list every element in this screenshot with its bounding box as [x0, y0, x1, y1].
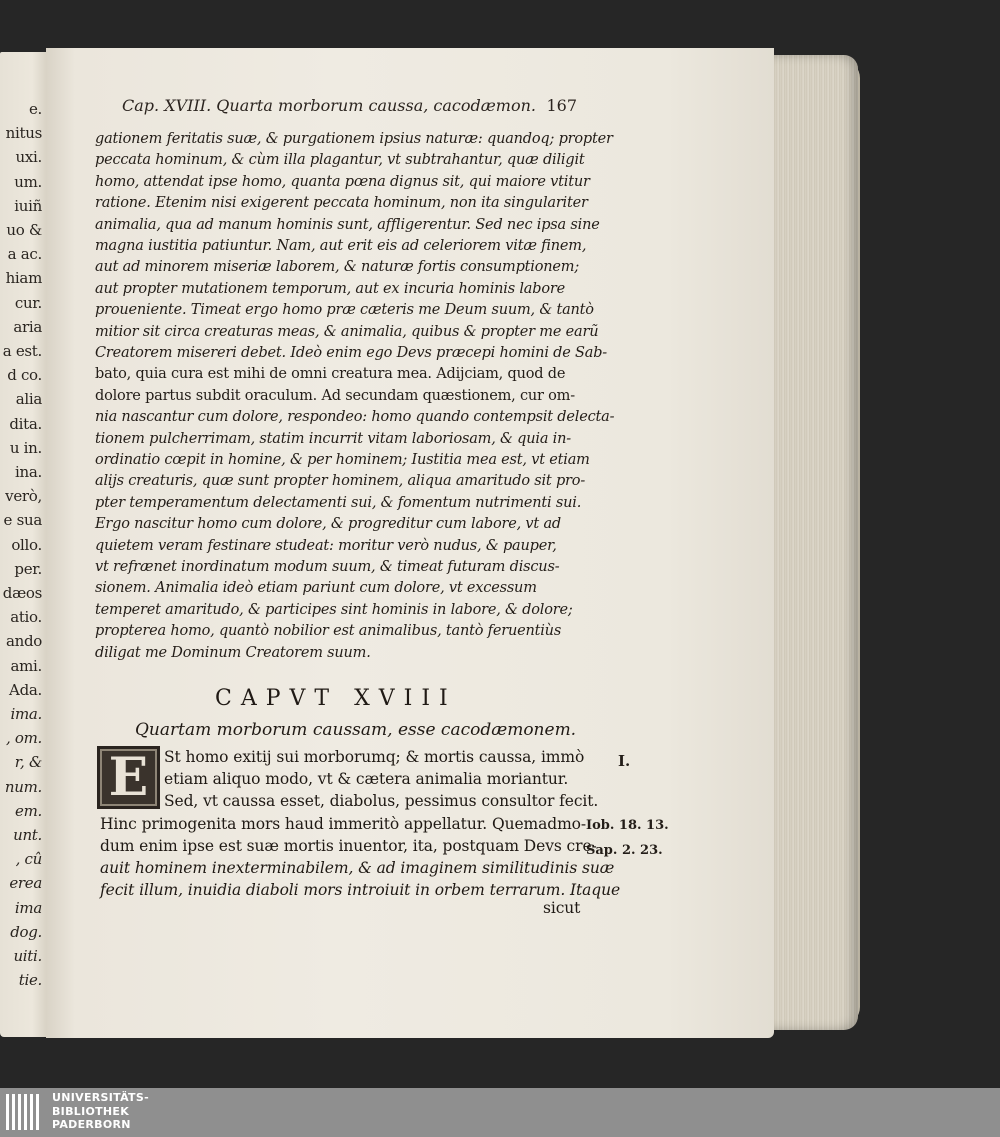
text-line: aut ad minorem miseriæ laborem, & naturæ fortis consumptionem; [95, 259, 579, 276]
chapter-text-line: fecit illum, inuidia diaboli mors introiuit in orbem terrarum. Itaque [100, 881, 621, 900]
running-head [122, 96, 577, 120]
chapter-heading: CAPVT XVIII [215, 686, 457, 711]
left-page-fragment: cur. [14, 293, 42, 312]
left-page-fragment: d co. [7, 366, 42, 385]
left-page-fragment: unt. [13, 826, 42, 844]
text-line: ordinatio cœpit in homine, & per hominem; Iustitia mea est, vt etiam [95, 452, 590, 468]
text-line: proueniente. Timeat ergo homo præ cæteris me Deum suum, & tantò [95, 302, 594, 319]
margin-section-number: I. [618, 752, 631, 770]
text-line: vt refrænet inordinatum modum suum, & timeat futuram discus- [95, 559, 560, 575]
left-page-fragment: ina. [15, 463, 42, 481]
text-line: quietem veram festinare studeat: moritur verò nudus, & pauper, [95, 537, 557, 554]
left-page-fragment: aria [13, 317, 42, 336]
library-name-line1: UNIVERSITÄTS- [52, 1091, 149, 1104]
left-page-fragment: um. [14, 172, 42, 191]
chapter-text-line: dum enim ipse est suæ mortis inuentor, ita, postquam Devs cre- [100, 836, 597, 855]
text-line: peccata hominum, & cùm illa plagantur, vt subtrahantur, quæ diligit [95, 152, 585, 169]
left-page-fragment: dæos [2, 584, 42, 602]
left-page-fragment: ollo. [11, 535, 42, 554]
left-page-fragment: ando [5, 632, 42, 651]
left-page-fragment: a est. [2, 342, 42, 360]
left-page-fragment: verò, [5, 487, 42, 506]
left-page-fragment: e sua [3, 511, 42, 530]
text-line: tionem pulcherrimam, statim incurrit vitam laboriosam, & quia in- [95, 430, 571, 447]
text-line: animalia, qua ad manum hominis sunt, affligerentur. Sed nec ipsa sine [95, 216, 600, 233]
library-name-line2: BIBLIOTHEK [52, 1104, 130, 1118]
catchword: sicut [543, 899, 581, 917]
text-line: temperet amaritudo, & participes sint hominis in labore, & dolore; [95, 601, 573, 618]
left-page-fragment: ima. [10, 705, 42, 723]
text-line: gationem feritatis suæ, & purgationem ipsius naturæ: quandoq; propter [95, 131, 613, 147]
left-page-fragment: e. [28, 100, 42, 118]
left-page-fragment: atio. [10, 608, 42, 627]
left-page-fragment: uxi. [15, 148, 42, 167]
running-head-title: Cap. XVIII. Quarta morborum caussa, cacodæmon. [122, 96, 536, 115]
chapter-text-line: etiam aliquo modo, vt & cætera animalia moriantur. [164, 770, 569, 789]
text-line: mitior sit circa creaturas meas, & animalia, quibus & propter me earũ [95, 323, 599, 340]
chapter-text-line: Sed, vt caussa esset, diabolus, pessimus consultor fecit. [164, 792, 599, 811]
left-page-edge [0, 52, 46, 1037]
left-page-fragment: nitus [5, 124, 42, 143]
text-line: magna iustitia patiuntur. Nam, aut erit eis ad celeriorem vitæ finem, [95, 238, 587, 254]
text-line: sionem. Animalia ideò etiam pariunt cum dolore, vt excessum [95, 580, 537, 597]
margin-reference-sap: Sap. 2. 23. [586, 843, 663, 858]
library-footer-bar [0, 1088, 1000, 1137]
left-page-fragment: , cû [15, 850, 42, 869]
chapter-text-line: Hinc primogenita mors haud immeritò appellatur. Quemadmo- [100, 814, 587, 833]
left-page-fragment: dita. [9, 414, 42, 433]
left-page-fragment: per. [14, 559, 42, 578]
left-page-fragment: erea [9, 874, 42, 893]
left-page-fragment: u in. [9, 438, 42, 457]
chapter-text-line: auit hominem inexterminabilem, & ad imaginem similitudinis suæ [100, 859, 615, 877]
left-page-fragment: a ac. [7, 245, 42, 264]
left-page-fragment: uo & [6, 221, 42, 239]
left-page-fragment: hiam [5, 269, 42, 288]
text-line: aut propter mutationem temporum, aut ex incuria hominis labore [95, 280, 565, 297]
text-line: pter temperamentum delectamenti sui, & fomentum nutrimenti sui. [95, 494, 582, 511]
left-page-fragment: alia [15, 390, 42, 409]
text-line: Ergo nascitur homo cum dolore, & progreditur cum labore, vt ad [95, 516, 561, 533]
left-page-fragment: Ada. [9, 680, 42, 699]
left-page-fragment: em. [15, 801, 42, 820]
left-page-fragment: iuiñ [14, 196, 42, 215]
left-page-fragment: num. [4, 777, 42, 796]
left-page-fragment: , om. [5, 729, 42, 748]
library-name-line3: PADERBORN [52, 1118, 131, 1131]
library-logo-icon [6, 1094, 46, 1130]
margin-reference-job: Iob. 18. 13. [586, 818, 669, 833]
text-line: diligat me Dominum Creatorem suum. [95, 644, 371, 661]
chapter-text-line: St homo exitij sui morborumq; & mortis caussa, immò [164, 748, 585, 766]
text-line: bato, quia cura est mihi de omni creatura mea. Adijciam, quod de [95, 366, 566, 383]
library-name [52, 1091, 149, 1132]
left-page-fragment: ami. [10, 656, 42, 675]
text-line: alijs creaturis, quæ sunt propter hominem, aliqua amaritudo sit pro- [95, 473, 586, 490]
text-line: Creatorem misereri debet. Ideò enim ego Devs præcepi homini de Sab- [95, 345, 607, 361]
text-line: nia nascantur cum dolore, respondeo: homo quando contempsit delecta- [95, 409, 615, 426]
text-line: homo, attendat ipse homo, quanta pœna dignus sit, qui maiore vtitur [95, 173, 590, 190]
book-fore-edge [760, 55, 858, 1030]
decorated-initial: E [97, 746, 160, 809]
page-number: 167 [546, 96, 577, 115]
left-page-fragment: uiti. [13, 947, 42, 965]
left-page-fragment: dog. [10, 922, 42, 941]
text-line: dolore partus subdit oraculum. Ad secundam quæstionem, cur om- [95, 387, 575, 404]
text-line: propterea homo, quantò nobilior est animalibus, tantò feruentiùs [95, 623, 562, 640]
left-page-fragment: r, & [14, 753, 42, 772]
left-page-fragment: tie. [18, 971, 42, 990]
chapter-subtitle: Quartam morborum caussam, esse cacodæmonem. [135, 720, 577, 740]
left-page-fragment: ima [14, 898, 42, 917]
text-line: ratione. Etenim nisi exigerent peccata hominum, non ita singulariter [95, 195, 588, 212]
